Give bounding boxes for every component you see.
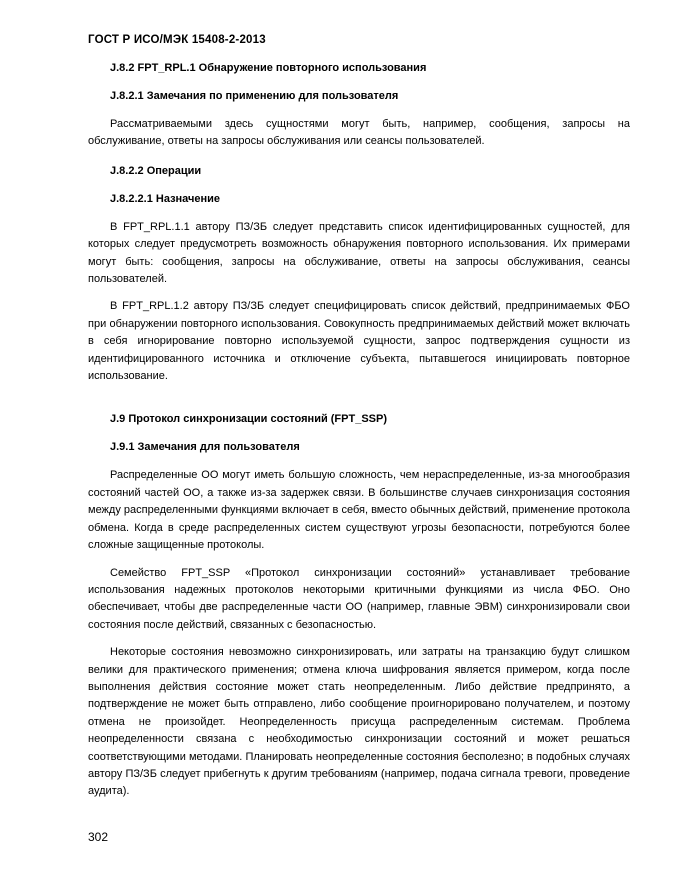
heading-j8222-operations: J.8.2.2 Операции xyxy=(110,164,202,177)
heading-j8221-user-notes: J.8.2.1 Замечания по применению для пользователя xyxy=(110,90,399,102)
document-body xyxy=(88,60,630,801)
body-paragraph: В FPT_RPL.1.1 автору ПЗ/ЗБ следует представить список идентифицированных сущностей, для которых следует предусмотреть возможность обнаружения повторного использования. Их примерами могут быть: сообщения, запросы на обслуживание, ответы на запросы обслуживания, сеансы пользователей. xyxy=(88,220,630,286)
body-paragraph: Распределенные ОО могут иметь большую сложность, чем нераспределенные, из-за многообразия состояний частей ОО, а также из-за задержек связи. В большинстве случаев синхронизация состояния между распределенными функциями включает в себя, вместо обычных действий, применение протокола обмена. Когда в среде распределенных систем существуют угрозы безопасности, потребуются более сложные защищенные протоколы. xyxy=(88,469,630,552)
heading-j822-fpt-rpl1: J.8.2 FPT_RPL.1 Обнаружение повторного использования xyxy=(110,62,427,74)
body-paragraph: Рассматриваемыми здесь сущностями могут быть, например, сообщения, запросы на обслуживание, ответы на запросы обслуживания или сеансы пользователей. xyxy=(88,118,630,148)
body-paragraph: В FPT_RPL.1.2 автору ПЗ/ЗБ следует специфицировать список действий, предпринимаемых ФБО при обнаружении повторного использования. Совокупность предпринимаемых действий может включать в себя игнорирование повторно используемой сущности, запрос подтверждения сущности из идентифицированного источника и отключение субъекта, пытавшегося инициировать повторное использование. xyxy=(88,300,630,383)
heading-j9-fpt-ssp: J.9 Протокол синхронизации состояний (FPT_SSP) xyxy=(110,413,387,426)
page-number: 302 xyxy=(88,830,109,844)
heading-j82221-assignment: J.8.2.2.1 Назначение xyxy=(110,192,221,205)
body-paragraph: Семейство FPT_SSP «Протокол синхронизации состояний» устанавливает требование использования надежных протоколов некоторыми критичными функциями из числа ФБО. Оно обеспечивает, чтобы две распределенные части ОО (например, главные ЭВМ) синхронизировали свои состояния после действий, связанных с безопасностью. xyxy=(88,566,630,631)
heading-j91-user-notes: J.9.1 Замечания для пользователя xyxy=(110,441,300,454)
document-header-title: ГОСТ Р ИСО/МЭК 15408-2-2013 xyxy=(88,34,266,46)
body-paragraph: Некоторые состояния невозможно синхронизировать, или затраты на транзакцию будут слишком велики для практического применения; отмена ключа шифрования является примером, когда после выполнения действия состояние может стать неопределенным. Либо действие предпринято, а подтверждение не может быть отправлено, либо сообщение проигнорировано получателем, и поэтому отмена не произойдет. Неопределенность присуща распределенным системам. Проблема неопределенности связана с необходимостью синхронизации состояний и может решаться соответствующими методами. Планировать неопределенные состояния бесполезно; в подобных случаях автору ПЗ/ЗБ следует прибегнуть к другим требованиям (например, подача сигнала тревоги, проведение аудита). xyxy=(88,646,630,798)
